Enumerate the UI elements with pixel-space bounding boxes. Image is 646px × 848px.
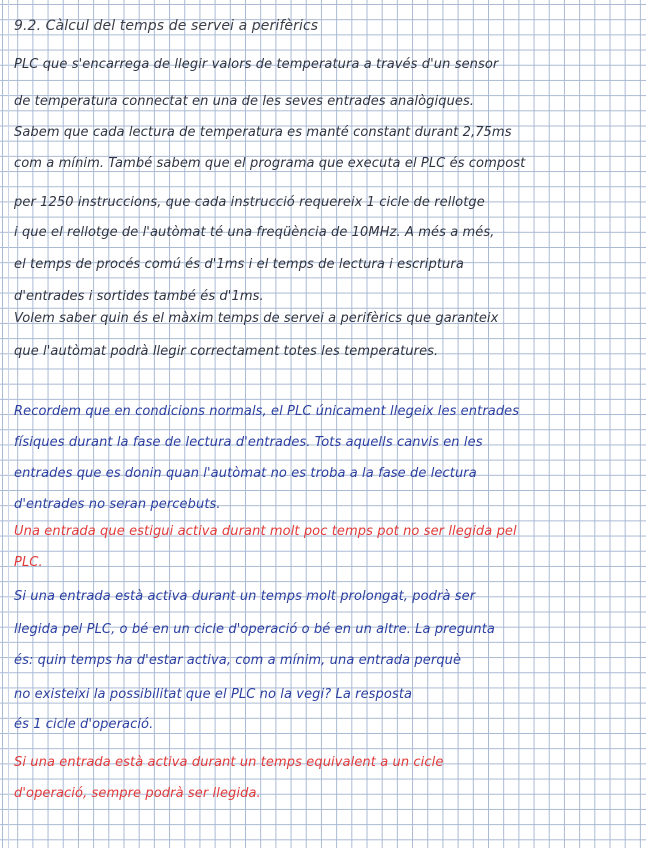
explanation-line-9: és 1 cicle d'operació. <box>14 717 154 732</box>
red-note-line-1: Una entrada que estigui activa durant molt poc temps pot no ser llegida pel <box>14 524 517 539</box>
statement-line-1: PLC que s'encarrega de llegir valors de temperatura a través d'un sensor <box>14 57 499 72</box>
red-note-line-4: d'operació, sempre podrà ser llegida. <box>14 786 261 801</box>
statement-line-5: per 1250 instruccions, que cada instrucció requereix 1 cicle de rellotge <box>14 195 485 210</box>
explanation-line-6: llegida pel PLC, o bé en un cicle d'operació o bé en un altre. La pregunta <box>14 622 495 637</box>
explanation-line-7: és: quin temps ha d'estar activa, com a mínim, una entrada perquè <box>14 653 462 668</box>
explanation-line-4: d'entrades no seran percebuts. <box>14 497 221 512</box>
statement-line-10: que l'autòmat podrà llegir correctament totes les temperatures. <box>14 344 439 359</box>
statement-line-8: d'entrades i sortides també és d'1ms. <box>14 289 264 304</box>
red-note-line-3: Si una entrada està activa durant un temps equivalent a un cicle <box>14 755 444 770</box>
statement-line-6: i que el rellotge de l'autòmat té una freqüència de 10MHz. A més a més, <box>14 225 495 240</box>
explanation-line-5: Si una entrada està activa durant un temps molt prolongat, podrà ser <box>14 589 476 604</box>
statement-line-3: Sabem que cada lectura de temperatura es manté constant durant 2,75ms <box>14 125 512 140</box>
explanation-line-2: físiques durant la fase de lectura d'entrades. Tots aquells canvis en les <box>14 435 483 450</box>
section-heading: 9.2. Càlcul del temps de servei a perifèrics <box>14 18 319 34</box>
statement-line-2: de temperatura connectat en una de les seves entrades analògiques. <box>14 94 475 109</box>
red-note-line-2: PLC. <box>14 555 43 570</box>
page-margin-line <box>8 0 9 848</box>
explanation-line-1: Recordem que en condicions normals, el PLC únicament llegeix les entrades <box>14 404 520 419</box>
explanation-line-8: no existeixi la possibilitat que el PLC no la vegi? La resposta <box>14 687 413 702</box>
statement-line-9: Volem saber quin és el màxim temps de servei a perifèrics que garanteix <box>14 311 499 326</box>
statement-line-7: el temps de procés comú és d'1ms i el temps de lectura i escriptura <box>14 257 464 272</box>
statement-line-4: com a mínim. També sabem que el programa que executa el PLC és compost <box>14 156 526 171</box>
explanation-line-3: entrades que es donin quan l'autòmat no es troba a la fase de lectura <box>14 466 477 481</box>
